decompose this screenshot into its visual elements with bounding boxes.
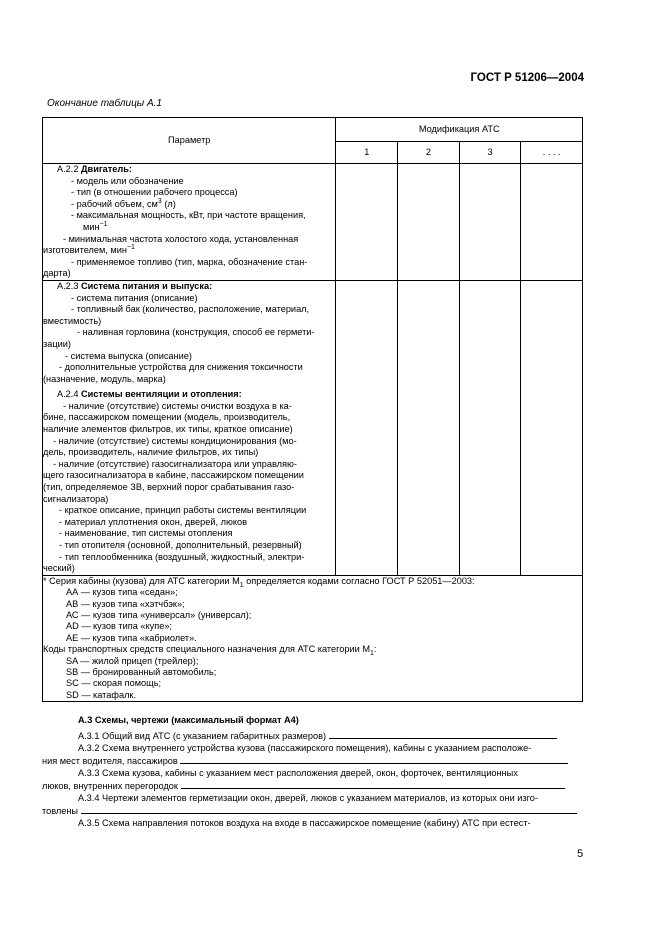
mod-col-1: 1 bbox=[336, 142, 398, 164]
paragraph-continuation: люков, внутренних перегородок bbox=[42, 779, 583, 792]
list-item: вместимость) bbox=[43, 315, 102, 326]
table-notes bbox=[43, 575, 583, 701]
code-item: АЕ — кузов типа «кабриолет». bbox=[66, 632, 197, 643]
list-item: мин$^{-1}$ bbox=[83, 220, 108, 232]
section-heading: А.3 Схемы, чертежи (максимальный формат А4) bbox=[78, 715, 299, 725]
list-item: - максимальная мощность, кВт, при частоте вращения, bbox=[71, 210, 306, 221]
schemes-section bbox=[42, 714, 583, 829]
mod-col-2: 2 bbox=[398, 142, 460, 164]
list-item: - тип теплообменника (воздушный, жидкостный, электри- bbox=[59, 551, 305, 562]
list-item: - применяемое топливо (тип, марка, обозначение стан- bbox=[71, 256, 308, 267]
code-item: SA — жилой прицеп (трейлер); bbox=[66, 655, 199, 666]
section-fuel-ventilation: А.2.3 Система питания и выпуска: - система питания (описание) - топливный бак (количество, расположение, материал, вместимость) - наливная горловина (конструкция, способ ее гермети- зации) - система выпуска (описание) - дополнительные устройства для снижения токсичности (назначение, модуль, марка) А.2.4 Системы вентиляции и отопления: - наличие (отсутствие) системы очистки воздуха в ка- бине, пассажирском помещении (модель, производитель, наличие элементов фильтров, их типы, краткое описание) - наличие (отсутствие) системы кондиционирования (мо- дель, производитель, наличие фильтров, их типы) - наличие (отсутствие) газосигнализатора или управляю- щего газосигнализатора в кабине, пассажирском помещении (тип, определяемое ЗВ, верхний порог срабатывания газо- сигнализатора) - краткое описание, принцип работы системы вентиляции - материал уплотнения окон, дверей, люков - наименование, тип системы отопления - тип отопителя (основной, дополнительный, резервный) - тип теплообменника (воздушный, жидкостный, электри- ческий) bbox=[43, 280, 336, 575]
section-num: А.2.2 bbox=[57, 164, 79, 174]
list-item: щего газосигнализатора в кабине, пассажирском помещении bbox=[43, 470, 304, 481]
paragraph-continuation: ния мест водителя, пассажиров bbox=[42, 754, 583, 767]
page-number: 5 bbox=[577, 848, 584, 860]
paragraph-continuation: товлены bbox=[42, 804, 583, 817]
list-item: - дополнительные устройства для снижения токсичности bbox=[59, 362, 303, 373]
code-item: АА — кузов типа «седан»; bbox=[66, 587, 178, 598]
list-item: сигнализатора) bbox=[43, 493, 109, 504]
list-item: - рабочий объем, $см^3$ (л) bbox=[71, 197, 176, 209]
note-line: * Серия кабины (кузова) для АТС категории $М_1$ определяется кодами согласно ГОСТ Р 52051—2003: bbox=[43, 575, 475, 589]
list-item: зации) bbox=[43, 338, 71, 349]
mod-col-3: 3 bbox=[459, 142, 521, 164]
list-item: - система выпуска (описание) bbox=[65, 350, 192, 361]
code-item: SB — бронированный автомобиль; bbox=[66, 667, 217, 678]
document-id: ГОСТ Р 51206—2004 bbox=[470, 72, 584, 84]
note-line: Коды транспортных средств специального назначения для АТС категории $М_1$: bbox=[43, 644, 377, 658]
list-item: (тип, определяемое ЗВ, верхний порог срабатывания газо- bbox=[43, 482, 295, 493]
list-item: ческий) bbox=[43, 563, 75, 574]
paragraph: А.3.5 Схема направления потоков воздуха на входе в пассажирское помещение (кабину) АТС при естест- bbox=[78, 818, 531, 828]
code-item: АС — кузов типа «универсал» (универсал); bbox=[66, 610, 252, 620]
list-item: - наличие (отсутствие) газосигнализатора или управляю- bbox=[53, 458, 297, 469]
list-item: - система питания (описание) bbox=[71, 292, 198, 303]
code-item: SD — катафалк. bbox=[66, 689, 137, 700]
list-item: наличие элементов фильтров, их типы, краткое описание) bbox=[43, 424, 293, 435]
section-title: Системы вентиляции и отопления: bbox=[81, 389, 242, 400]
list-item: - наличие (отсутствие) системы кондиционирования (мо- bbox=[53, 435, 297, 446]
parameters-table bbox=[42, 117, 583, 702]
list-item: - наличие (отсутствие) системы очистки воздуха в ка- bbox=[63, 400, 292, 411]
list-item: - наименование, тип системы отопления bbox=[59, 528, 233, 539]
list-item: - минимальная частота холостого хода, установленная bbox=[63, 233, 299, 244]
list-item: - наливная горловина (конструкция, способ ее гермети- bbox=[77, 327, 315, 338]
mod-header: Модификация АТС bbox=[336, 118, 583, 142]
list-item: (назначение, модуль, марка) bbox=[43, 373, 166, 384]
list-item: - модель или обозначение bbox=[71, 175, 184, 186]
list-item: дель, производитель, наличие фильтров, их типы) bbox=[43, 447, 259, 458]
section-engine bbox=[43, 164, 336, 281]
list-item: - краткое описание, принцип работы системы вентиляции bbox=[59, 505, 307, 516]
list-item: - топливный бак (количество, расположение, материал, bbox=[71, 304, 310, 315]
list-item: изготовителем, мин$^{-1}$ bbox=[43, 244, 135, 256]
list-item: дарта) bbox=[43, 268, 71, 279]
list-item: - тип (в отношении рабочего процесса) bbox=[71, 187, 238, 198]
list-item: - тип отопителя (основной, дополнительный, резервный) bbox=[59, 540, 302, 550]
section-title: Двигатель: bbox=[81, 164, 132, 174]
mod-col-more: . . . . bbox=[521, 142, 583, 164]
code-item: SC — скорая помощь; bbox=[66, 678, 162, 689]
paragraph: А.3.4 Чертежи элементов герметизации окон, дверей, люков с указанием материалов, из которых они изго- bbox=[78, 793, 538, 803]
paragraph: А.3.2 Схема внутреннего устройства кузова (пассажирского помещения), кабины с указанием расположе- bbox=[78, 743, 532, 753]
param-header: Параметр bbox=[43, 118, 336, 164]
code-item: АВ — кузов типа «хэтчбэк»; bbox=[66, 598, 185, 609]
code-item: АD — кузов типа «купе»; bbox=[66, 621, 172, 632]
section-title: Система питания и выпуска: bbox=[81, 280, 213, 291]
list-item: - материал уплотнения окон, дверей, люков bbox=[59, 516, 247, 527]
paragraph: А.3.1 Общий вид АТС (с указанием габаритных размеров) bbox=[42, 729, 583, 742]
table-caption: Окончание таблицы А.1 bbox=[47, 98, 162, 109]
paragraph: А.3.3 Схема кузова, кабины с указанием мест расположения дверей, окон, форточек, вентиляционных bbox=[78, 768, 518, 778]
list-item: бине, пассажирском помещении (модель, производитель, bbox=[43, 412, 291, 423]
